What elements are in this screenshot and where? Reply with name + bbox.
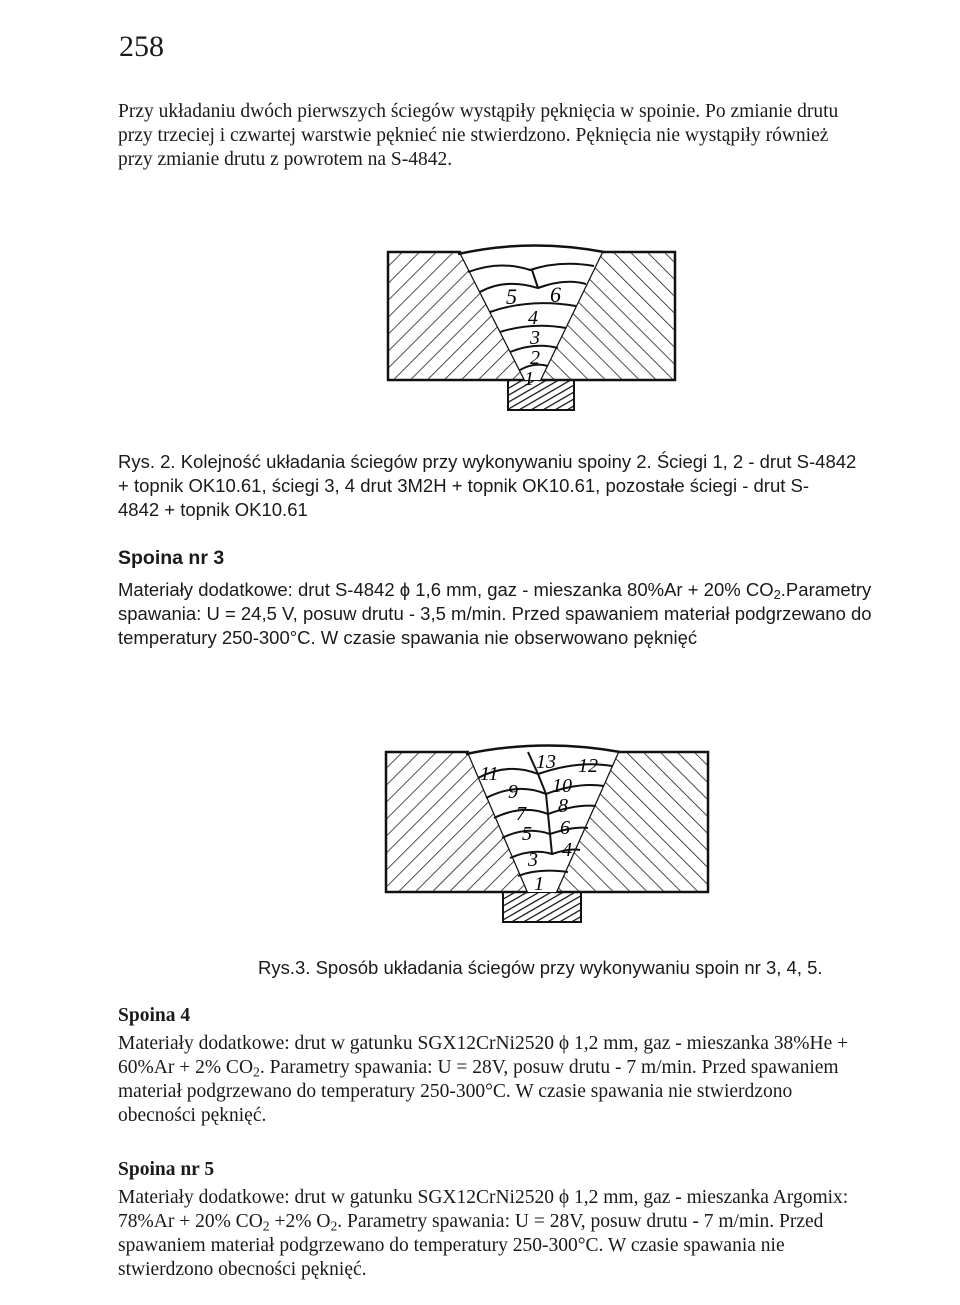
spoina4-line-3: materiał podgrzewano do temperatury 250-300°C. W czasie spawania nie stwierdzono (118, 1081, 793, 1102)
spoina4-heading: Spoina 4 (118, 1005, 191, 1026)
bead-label-3: 3 (530, 327, 540, 349)
bead-label-13: 13 (536, 751, 556, 773)
intro-line-2: przy trzeciej i czwartej warstwie pęknieć nie stwierdzono. Pęknięcia nie wystąpiły również (118, 125, 829, 146)
weld-diagram-fig2 (380, 240, 690, 425)
bead-label-11: 11 (480, 763, 499, 785)
spoina3-paragraph (118, 578, 958, 650)
backing-bar (503, 892, 581, 922)
spoina5-line-3: spawaniem materiał podgrzewano do temperatury 250-300°C. W czasie spawania nie (118, 1235, 785, 1256)
spoina4-line-1: Materiały dodatkowe: drut w gatunku SGX12CrNi2520 ϕ 1,2 mm, gaz - mieszanka 38%He + (118, 1033, 849, 1054)
spoina4-paragraph (118, 1032, 958, 1128)
bead-label-5: 5 (522, 823, 532, 845)
spoina5-heading: Spoina nr 5 (118, 1159, 215, 1180)
weld-diagram-fig3 (378, 742, 718, 937)
fig2-caption-line-2: + topnik OK10.61, ściegi 3, 4 drut 3M2H + topnik OK10.61, pozostałe ściegi - drut S- (118, 475, 810, 496)
fig3-caption: Rys.3. Sposób układania ściegów przy wykonywaniu spoin nr 3, 4, 5. (258, 957, 823, 978)
spoina3-heading: Spoina nr 3 (118, 547, 225, 569)
intro-line-3: przy zmianie drutu z powrotem na S-4842. (118, 149, 453, 170)
bead-label-4: 4 (562, 839, 572, 861)
bead-label-2: 2 (530, 347, 540, 369)
intro-paragraph (118, 100, 958, 172)
bead-label-10: 10 (552, 775, 572, 797)
spoina5-paragraph (118, 1186, 958, 1282)
bead-label-3: 3 (528, 849, 538, 871)
backing-bar (508, 380, 574, 410)
bead-label-7: 7 (516, 803, 526, 825)
bead-label-1: 1 (524, 368, 534, 390)
bead-label-9: 9 (508, 781, 518, 803)
fig2-caption-line-1: Rys. 2. Kolejność układania ściegów przy wykonywaniu spoiny 2. Ściegi 1, 2 - drut S-4842 (118, 451, 857, 472)
bead-label-6: 6 (560, 817, 570, 839)
spoina3-line-1: Materiały dodatkowe: drut S-4842 ϕ 1,6 mm, gaz - mieszanka 80%Ar + 20% $CO_2.Parametry$ (118, 579, 872, 603)
bead-label-8: 8 (558, 795, 568, 817)
fig2-caption-line-3: 4842 + topnik OK10.61 (118, 499, 308, 520)
spoina4-line-2: 60%Ar + 2% $CO_2$. Parametry spawania: U = 28V, posuw drutu - 7 m/min. Przed spawaniem (118, 1057, 839, 1080)
spoina5-line-1: Materiały dodatkowe: drut w gatunku SGX12CrNi2520 ϕ 1,2 mm, gaz - mieszanka Argomix: (118, 1187, 849, 1208)
fig2-caption (118, 450, 958, 522)
spoina3-line-2: spawania: U = 24,5 V, posuw drutu - 3,5 m/min. Przed spawaniem materiał podgrzewano do (118, 603, 872, 624)
bead-label-6: 6 (550, 282, 561, 307)
spoina5-line-2: 78%Ar + 20% $CO_2 +2\%$ $O_2$. Parametry spawania: U = 28V, posuw drutu - 7 m/min. Przed (118, 1211, 824, 1234)
bead-label-5: 5 (506, 284, 517, 309)
spoina4-line-4: obecności pęknięć. (118, 1105, 267, 1126)
bead-label-1: 1 (534, 873, 544, 895)
spoina5-line-4: stwierdzono obecności pęknięć. (118, 1259, 367, 1280)
page-number: 258 (119, 30, 164, 63)
spoina3-line-3: temperatury 250-300°C. W czasie spawania nie obserwowano pęknięć (118, 627, 698, 648)
bead-label-12: 12 (578, 755, 598, 777)
bead-label-4: 4 (528, 307, 538, 329)
intro-line-1: Przy układaniu dwóch pierwszych ściegów wystąpiły pęknięcia w spoinie. Po zmianie drutu (118, 101, 839, 122)
